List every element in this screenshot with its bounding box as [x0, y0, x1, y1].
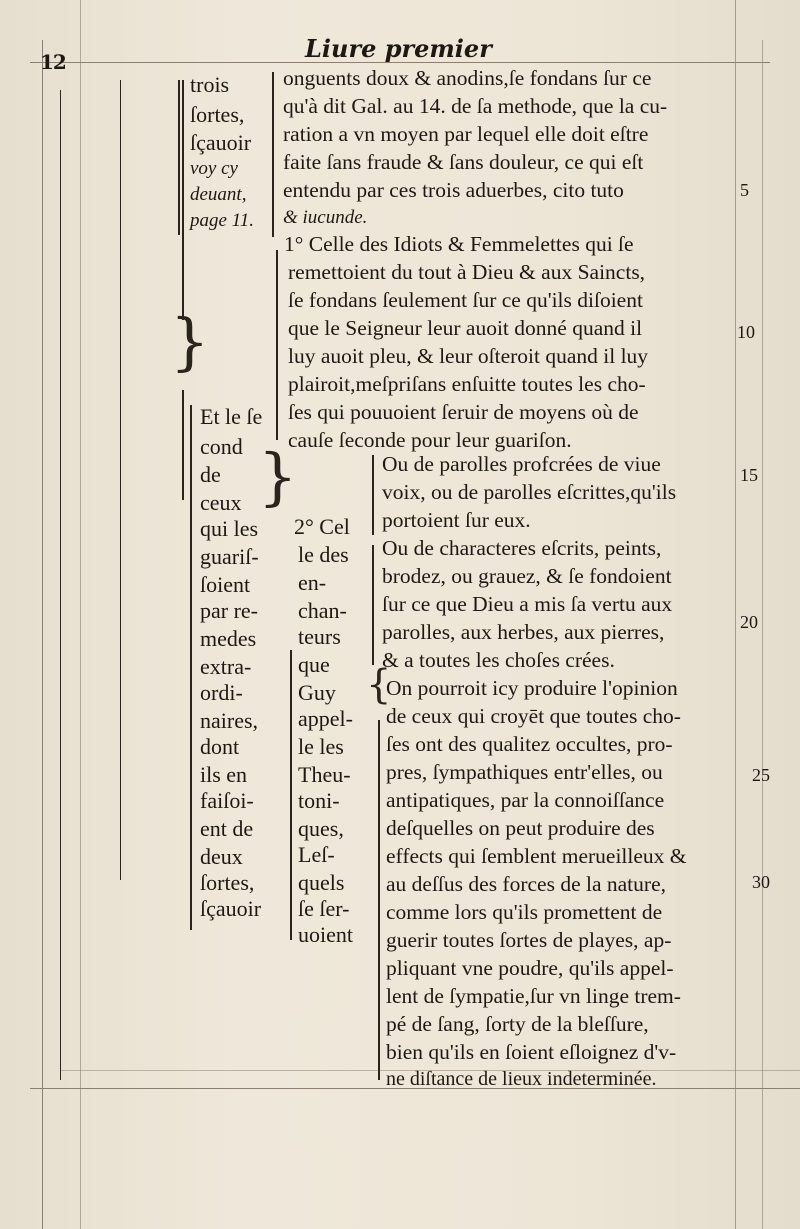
- text-line: que le Seigneur leur auoit donné quand il: [288, 316, 643, 340]
- text-line: bien qu'ils en ſoient eſloignez d'v-: [386, 1040, 677, 1064]
- text-line: parolles, aux herbes, aux pierres,: [382, 620, 665, 644]
- column-line: Guy: [298, 680, 336, 705]
- text-line: remettoient du tout à Dieu & aux Saincts,: [288, 260, 646, 284]
- text-line: qu'à dit Gal. au 14. de ſa methode, que la cu-: [283, 94, 668, 118]
- text-line: pé de ſang, ſorty de la bleſſure,: [386, 1012, 649, 1036]
- column-line: ſortes,: [200, 870, 255, 895]
- text-line: effects qui ſemblent merueilleux &: [386, 844, 687, 868]
- text-line: entendu par ces trois aduerbes, cito tuto: [283, 178, 624, 202]
- line-number: 5: [740, 180, 749, 200]
- column-line: ſoient: [200, 572, 251, 597]
- text-line: Ou de parolles profcrées de viue: [382, 452, 661, 476]
- column-line: appel-: [298, 706, 353, 731]
- column-line: par re-: [200, 598, 259, 623]
- line-number: 25: [752, 765, 770, 785]
- left-note-line: trois: [190, 72, 230, 97]
- column-line: faiſoi-: [200, 788, 254, 813]
- column-line: ſçauoir: [200, 896, 262, 921]
- text-line: portoient ſur eux.: [382, 508, 531, 532]
- text-line: au deſſus des forces de la nature,: [386, 872, 666, 896]
- column-line: ques,: [298, 816, 344, 841]
- column-line: extra-: [200, 654, 252, 679]
- text-line: Ou de characteres eſcrits, peints,: [382, 536, 662, 560]
- column-line: ceux: [200, 490, 242, 515]
- column-line: naires,: [200, 708, 259, 733]
- right-margin-rule: [735, 0, 736, 1229]
- right-margin-rule-2: [762, 40, 763, 1229]
- column-line: en-: [298, 570, 327, 595]
- text-line: lent de ſympatie,ſur vn linge trem-: [386, 984, 681, 1008]
- first-paragraph-bar: [276, 250, 278, 440]
- outline-brace-left: }: [170, 305, 210, 378]
- top-paragraph-bar: [272, 72, 274, 237]
- column-line: qui les: [200, 516, 259, 541]
- text-line: cauſe ſeconde pour leur guariſon.: [288, 428, 572, 452]
- column-line: de: [200, 462, 221, 487]
- text-line: comme lors qu'ils promettent de: [386, 900, 663, 924]
- outline-bar-3: [182, 80, 184, 320]
- text-line: pres, ſympathiques entr'elles, ou: [386, 760, 663, 784]
- column-line: ſe ſer-: [298, 896, 350, 921]
- column-line: chan-: [298, 598, 347, 623]
- left-note-line: ſçauoir: [190, 130, 252, 155]
- second-outer-bar: [190, 405, 192, 930]
- left-note-line: voy cy: [190, 158, 238, 179]
- page-number: 12: [40, 50, 66, 74]
- outline-bar-1: [60, 90, 61, 1080]
- column-line: ent de: [200, 816, 254, 841]
- text-line: deſquelles on peut produire des: [386, 816, 655, 840]
- text-line: guerir toutes ſortes de playes, ap-: [386, 928, 672, 952]
- text-line: ſur ce que Dieu a mis ſa vertu aux: [382, 592, 673, 616]
- line-number: 10: [737, 322, 755, 342]
- column-line: Leſ-: [298, 842, 335, 867]
- text-line: onguents doux & anodins,ſe fondans ſur ce: [283, 66, 652, 90]
- text-line: pliquant vne poudre, qu'ils appel-: [386, 956, 674, 980]
- text-line: ration a vn moyen par lequel elle doit eſtre: [283, 122, 649, 146]
- text-line: & iucunde.: [283, 207, 368, 228]
- second-inner-bar: [290, 650, 292, 940]
- outline-bar-2: [120, 80, 121, 880]
- column-line: Theu-: [298, 762, 351, 787]
- column-line: dont: [200, 734, 240, 759]
- text-line: On pourroit icy produire l'opinion: [386, 676, 678, 700]
- brace-branch-three: {: [366, 662, 392, 708]
- column-line: 2° Cel: [294, 514, 350, 539]
- left-margin-rule-2: [80, 0, 81, 1229]
- left-note-line: deuant,: [190, 184, 247, 205]
- column-line: ordi-: [200, 680, 243, 705]
- text-line: antipatiques, par la connoiſſance: [386, 788, 665, 812]
- text-line: ſes qui pouuoient ſeruir de moyens où de: [288, 400, 639, 424]
- line-number: 15: [740, 465, 758, 485]
- text-line: brodez, ou grauez, & ſe fondoient: [382, 564, 672, 588]
- left-note-line: ſortes,: [190, 102, 245, 127]
- brace-second: }: [258, 440, 298, 513]
- column-line: deux: [200, 844, 243, 869]
- column-line: cond: [200, 434, 243, 459]
- column-line: teurs: [298, 624, 341, 649]
- branch-two-bar: [372, 545, 374, 665]
- column-line: toni-: [298, 788, 340, 813]
- column-line: le des: [298, 542, 349, 567]
- text-line: ſe fondans ſeulement ſur ce qu'ils diſoient: [288, 288, 643, 312]
- column-line: uoient: [298, 922, 353, 947]
- line-number: 30: [752, 872, 770, 892]
- text-line: plairoit,meſpriſans enſuitte toutes les cho-: [288, 372, 646, 396]
- column-line: Et le ſe: [200, 404, 263, 429]
- column-line: que: [298, 652, 330, 677]
- column-line: quels: [298, 870, 345, 895]
- left-margin-rule: [42, 40, 43, 1229]
- text-line: & a toutes les choſes crées.: [382, 648, 615, 672]
- text-line: ſes ont des qualitez occultes, pro-: [386, 732, 673, 756]
- text-line: 1° Celle des Idiots & Femmelettes qui ſe: [284, 232, 634, 256]
- left-note-bar: [178, 80, 180, 235]
- column-line: medes: [200, 626, 257, 651]
- text-line: voix, ou de parolles eſcrittes,qu'ils: [382, 480, 677, 504]
- column-line: le les: [298, 734, 344, 759]
- line-number: 20: [740, 612, 758, 632]
- column-line: guariſ-: [200, 544, 259, 569]
- branch-one-bar: [372, 455, 374, 535]
- column-line: ils en: [200, 762, 248, 787]
- text-line: luy auoit pleu, & leur oſteroit quand il luy: [288, 344, 649, 368]
- text-line: ne diſtance de lieux indeterminée.: [386, 1068, 657, 1090]
- running-head: Liure premier: [305, 34, 492, 63]
- outline-bar-4: [182, 390, 184, 500]
- text-line: de ceux qui croyēt que toutes cho-: [386, 704, 681, 728]
- left-note-line: page 11.: [190, 210, 255, 231]
- branch-three-bar: [378, 720, 380, 1080]
- text-line: faite ſans fraude & ſans douleur, ce qui eſt: [283, 150, 644, 174]
